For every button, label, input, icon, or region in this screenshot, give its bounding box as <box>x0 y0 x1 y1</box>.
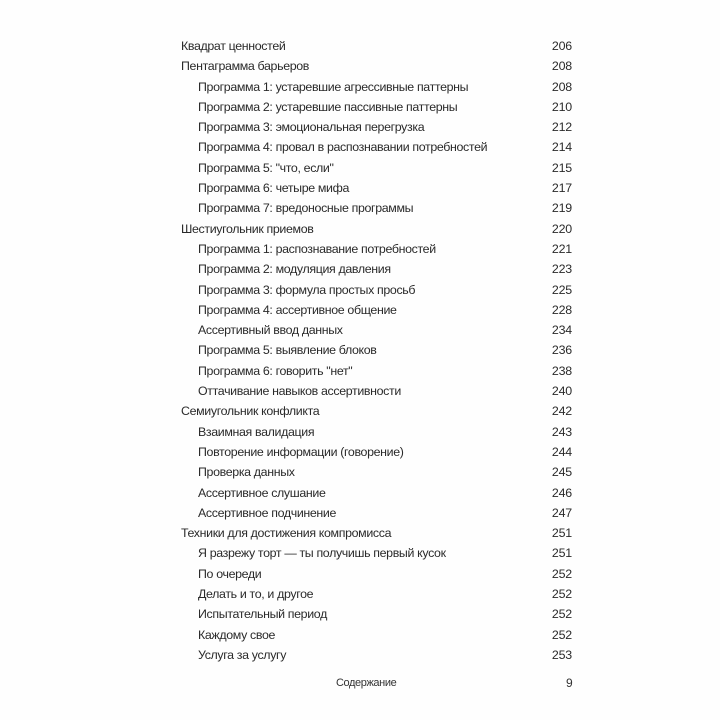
toc-subentry <box>181 361 572 381</box>
toc-entry-page: 253 <box>551 647 572 662</box>
page-footer <box>0 673 720 693</box>
toc-entry-title: Техники для достижения компромисса <box>181 526 392 541</box>
toc-entry-page: 251 <box>551 526 572 541</box>
toc-subentry <box>181 158 572 178</box>
toc-entry-page: 225 <box>551 282 572 297</box>
toc-entry-page: 243 <box>551 424 572 439</box>
toc-subentry <box>181 645 572 665</box>
toc-entry-page: 252 <box>551 607 572 622</box>
toc-entry <box>181 56 572 76</box>
toc-entry-title: Делать и то, и другое <box>198 587 314 602</box>
toc-subentry <box>181 564 572 584</box>
toc-subentry <box>181 604 572 624</box>
toc-subentry <box>181 381 572 401</box>
toc-entry-page: 206 <box>551 39 572 53</box>
toc-entry-page: 214 <box>551 140 572 155</box>
toc-entry <box>181 523 572 543</box>
toc-entry-title: Программа 2: устаревшие пассивные паттерны <box>198 99 458 114</box>
toc-entry-page: 244 <box>551 444 572 459</box>
toc-entry-page: 245 <box>551 465 572 480</box>
toc-subentry <box>181 239 572 259</box>
toc-entry-title: Пентаграмма барьеров <box>181 59 310 74</box>
toc-entry-page: 223 <box>551 262 572 277</box>
toc-entry-page: 252 <box>551 627 572 642</box>
toc-entry-title: Программа 3: формула простых просьб <box>198 282 416 297</box>
toc-entry-page: 246 <box>551 485 572 500</box>
toc-entry-page: 221 <box>551 241 572 256</box>
toc-subentry <box>181 503 572 523</box>
toc-subentry <box>181 625 572 645</box>
toc-subentry <box>181 462 572 482</box>
toc-entry-title: Ассертивное слушание <box>198 485 326 500</box>
table-of-contents <box>181 36 572 665</box>
toc-subentry <box>181 259 572 279</box>
toc-entry-title: Шестиугольник приемов <box>181 221 314 236</box>
toc-entry-title: Программа 6: четыре мифа <box>198 181 350 196</box>
toc-subentry <box>181 198 572 218</box>
toc-entry-page: 217 <box>551 181 572 196</box>
toc-entry-page: 238 <box>551 363 572 378</box>
toc-entry-title: Испытательный период <box>198 607 327 622</box>
toc-entry-page: 208 <box>551 79 572 94</box>
toc-entry-title: Ассертивное подчинение <box>198 505 337 520</box>
toc-entry-title: Программа 7: вредоносные программы <box>198 201 414 216</box>
toc-entry-title: По очереди <box>198 566 262 581</box>
toc-subentry <box>181 442 572 462</box>
toc-entry-title: Программа 1: распознавание потребностей <box>198 241 436 256</box>
toc-entry-page: 228 <box>551 302 572 317</box>
toc-entry-page: 236 <box>551 343 572 358</box>
toc-entry-title: Ассертивный ввод данных <box>198 323 343 338</box>
toc-entry-title: Программа 4: ассертивное общение <box>198 302 397 317</box>
toc-entry-title: Семиугольник конфликта <box>181 404 320 419</box>
running-footer-title: Содержание <box>336 677 397 689</box>
toc-subentry <box>181 483 572 503</box>
toc-subentry <box>181 543 572 563</box>
page-number: 9 <box>566 676 573 690</box>
toc-entry-page: 220 <box>551 221 572 236</box>
toc-subentry <box>181 320 572 340</box>
toc-entry-page: 208 <box>551 59 572 74</box>
toc-subentry <box>181 117 572 137</box>
toc-entry-title: Повторение информации (говорение) <box>198 444 404 459</box>
toc-entry-title: Программа 5: "что, если" <box>198 160 334 175</box>
toc-entry-title: Программа 3: эмоциональная перегрузка <box>198 120 425 135</box>
toc-entry-page: 219 <box>551 201 572 216</box>
toc-entry-title: Услуга за услугу <box>198 647 287 662</box>
toc-subentry <box>181 584 572 604</box>
toc-entry-title: Взаимная валидация <box>198 424 315 439</box>
toc-entry-page: 215 <box>551 160 572 175</box>
toc-entry-page: 240 <box>551 384 572 399</box>
toc-subentry <box>181 97 572 117</box>
toc-entry <box>181 36 572 56</box>
toc-entry-title: Каждому свое <box>198 627 276 642</box>
toc-subentry <box>181 340 572 360</box>
toc-subentry <box>181 137 572 157</box>
toc-entry-title: Квадрат ценностей <box>181 39 286 53</box>
toc-entry-page: 234 <box>551 323 572 338</box>
toc-entry-page: 242 <box>551 404 572 419</box>
toc-entry-page: 212 <box>551 120 572 135</box>
toc-entry-page: 247 <box>551 505 572 520</box>
toc-entry-title: Программа 1: устаревшие агрессивные паттерны <box>198 79 469 94</box>
toc-entry-title: Программа 5: выявление блоков <box>198 343 377 358</box>
toc-subentry <box>181 422 572 442</box>
toc-entry <box>181 401 572 421</box>
toc-entry-page: 210 <box>551 99 572 114</box>
toc-entry <box>181 219 572 239</box>
toc-entry-title: Я разрежу торт — ты получишь первый кусок <box>198 546 446 561</box>
toc-entry-page: 252 <box>551 566 572 581</box>
toc-entry-title: Проверка данных <box>198 465 295 480</box>
toc-entry-title: Программа 4: провал в распознавании потребностей <box>198 140 488 155</box>
toc-entry-page: 251 <box>551 546 572 561</box>
toc-entry-page: 252 <box>551 587 572 602</box>
toc-entry-title: Программа 2: модуляция давления <box>198 262 391 277</box>
toc-entry-title: Программа 6: говорить "нет" <box>198 363 353 378</box>
toc-subentry <box>181 77 572 97</box>
toc-subentry <box>181 300 572 320</box>
toc-subentry <box>181 280 572 300</box>
toc-subentry <box>181 178 572 198</box>
toc-entry-title: Оттачивание навыков ассертивности <box>198 384 401 399</box>
